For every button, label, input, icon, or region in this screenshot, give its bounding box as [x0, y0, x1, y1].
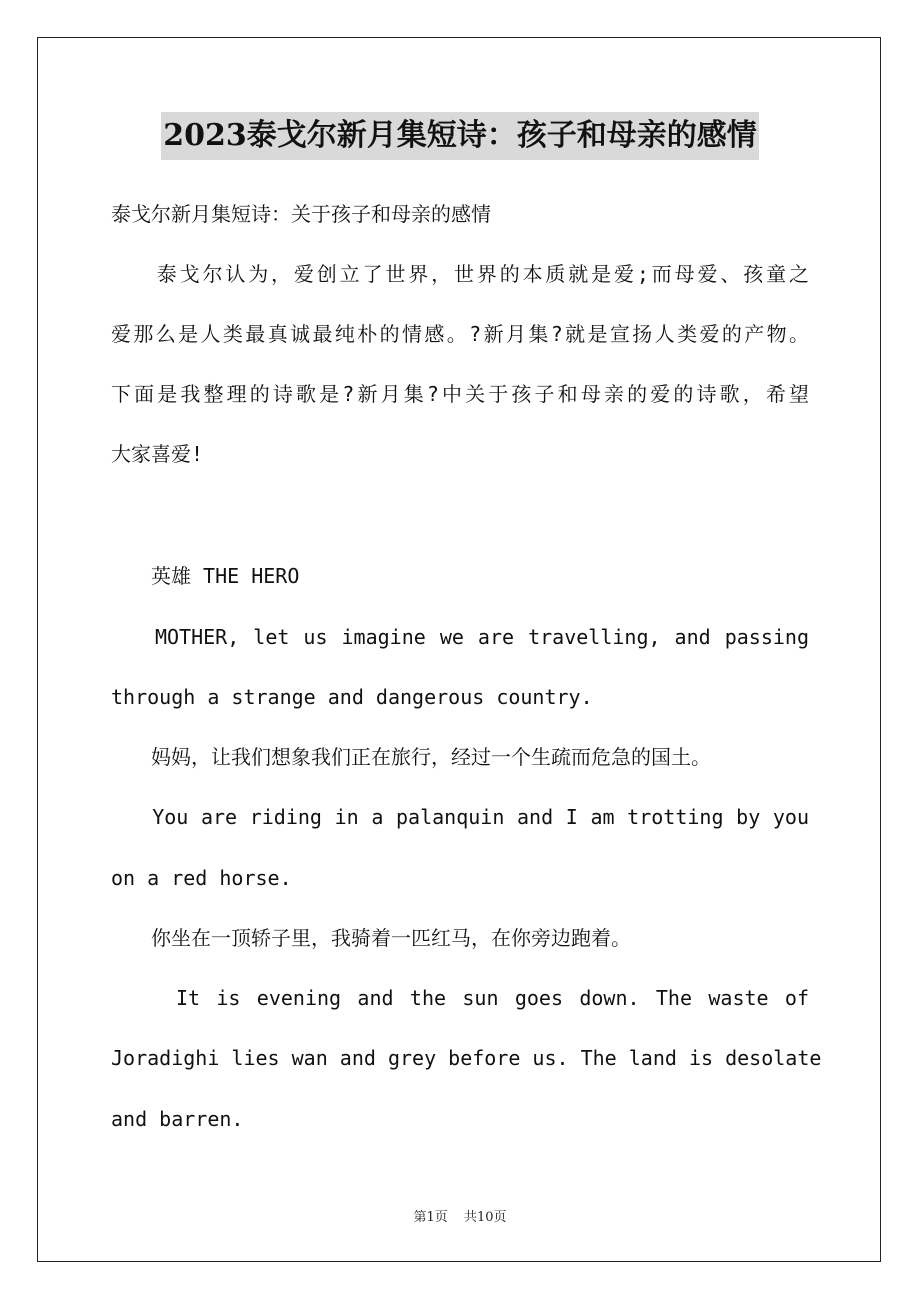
intro-line: 大家喜爱!: [111, 442, 204, 466]
poem-line: MOTHER, let us imagine we are travelling, and passing: [111, 625, 809, 649]
poem-heading: 英雄 THE HERO: [111, 564, 300, 588]
intro-line: 泰戈尔认为，爱创立了世界，世界的本质就是爱;而母爱、孩童之: [111, 262, 809, 286]
intro-line: 爱那么是人类最真诚最纯朴的情感。?新月集?就是宣扬人类爱的产物。: [111, 322, 809, 346]
title-container: [0, 112, 920, 160]
intro-line: 下面是我整理的诗歌是?新月集?中关于孩子和母亲的爱的诗歌，希望: [111, 382, 809, 406]
poem-line: 你坐在一顶轿子里，我骑着一匹红马，在你旁边跑着。: [111, 926, 631, 950]
document-title: 2023泰戈尔新月集短诗：孩子和母亲的感情: [161, 112, 759, 160]
poem-line: You are riding in a palanquin and I am trotting by you: [111, 805, 809, 829]
subtitle: 泰戈尔新月集短诗：关于孩子和母亲的感情: [111, 202, 491, 226]
page-total: 共10页: [463, 1210, 507, 1225]
poem-line: and barren.: [111, 1107, 244, 1131]
poem-line: on a red horse.: [111, 866, 292, 890]
page-footer: [0, 1206, 920, 1225]
page-number: 第1页: [413, 1210, 448, 1225]
poem-line: through a strange and dangerous country.: [111, 685, 593, 709]
poem-line: It is evening and the sun goes down. The waste of: [111, 986, 809, 1010]
poem-line: Joradighi lies wan and grey before us. The land is desolate: [111, 1046, 822, 1070]
poem-line: 妈妈，让我们想象我们正在旅行，经过一个生疏而危急的国土。: [111, 745, 711, 769]
